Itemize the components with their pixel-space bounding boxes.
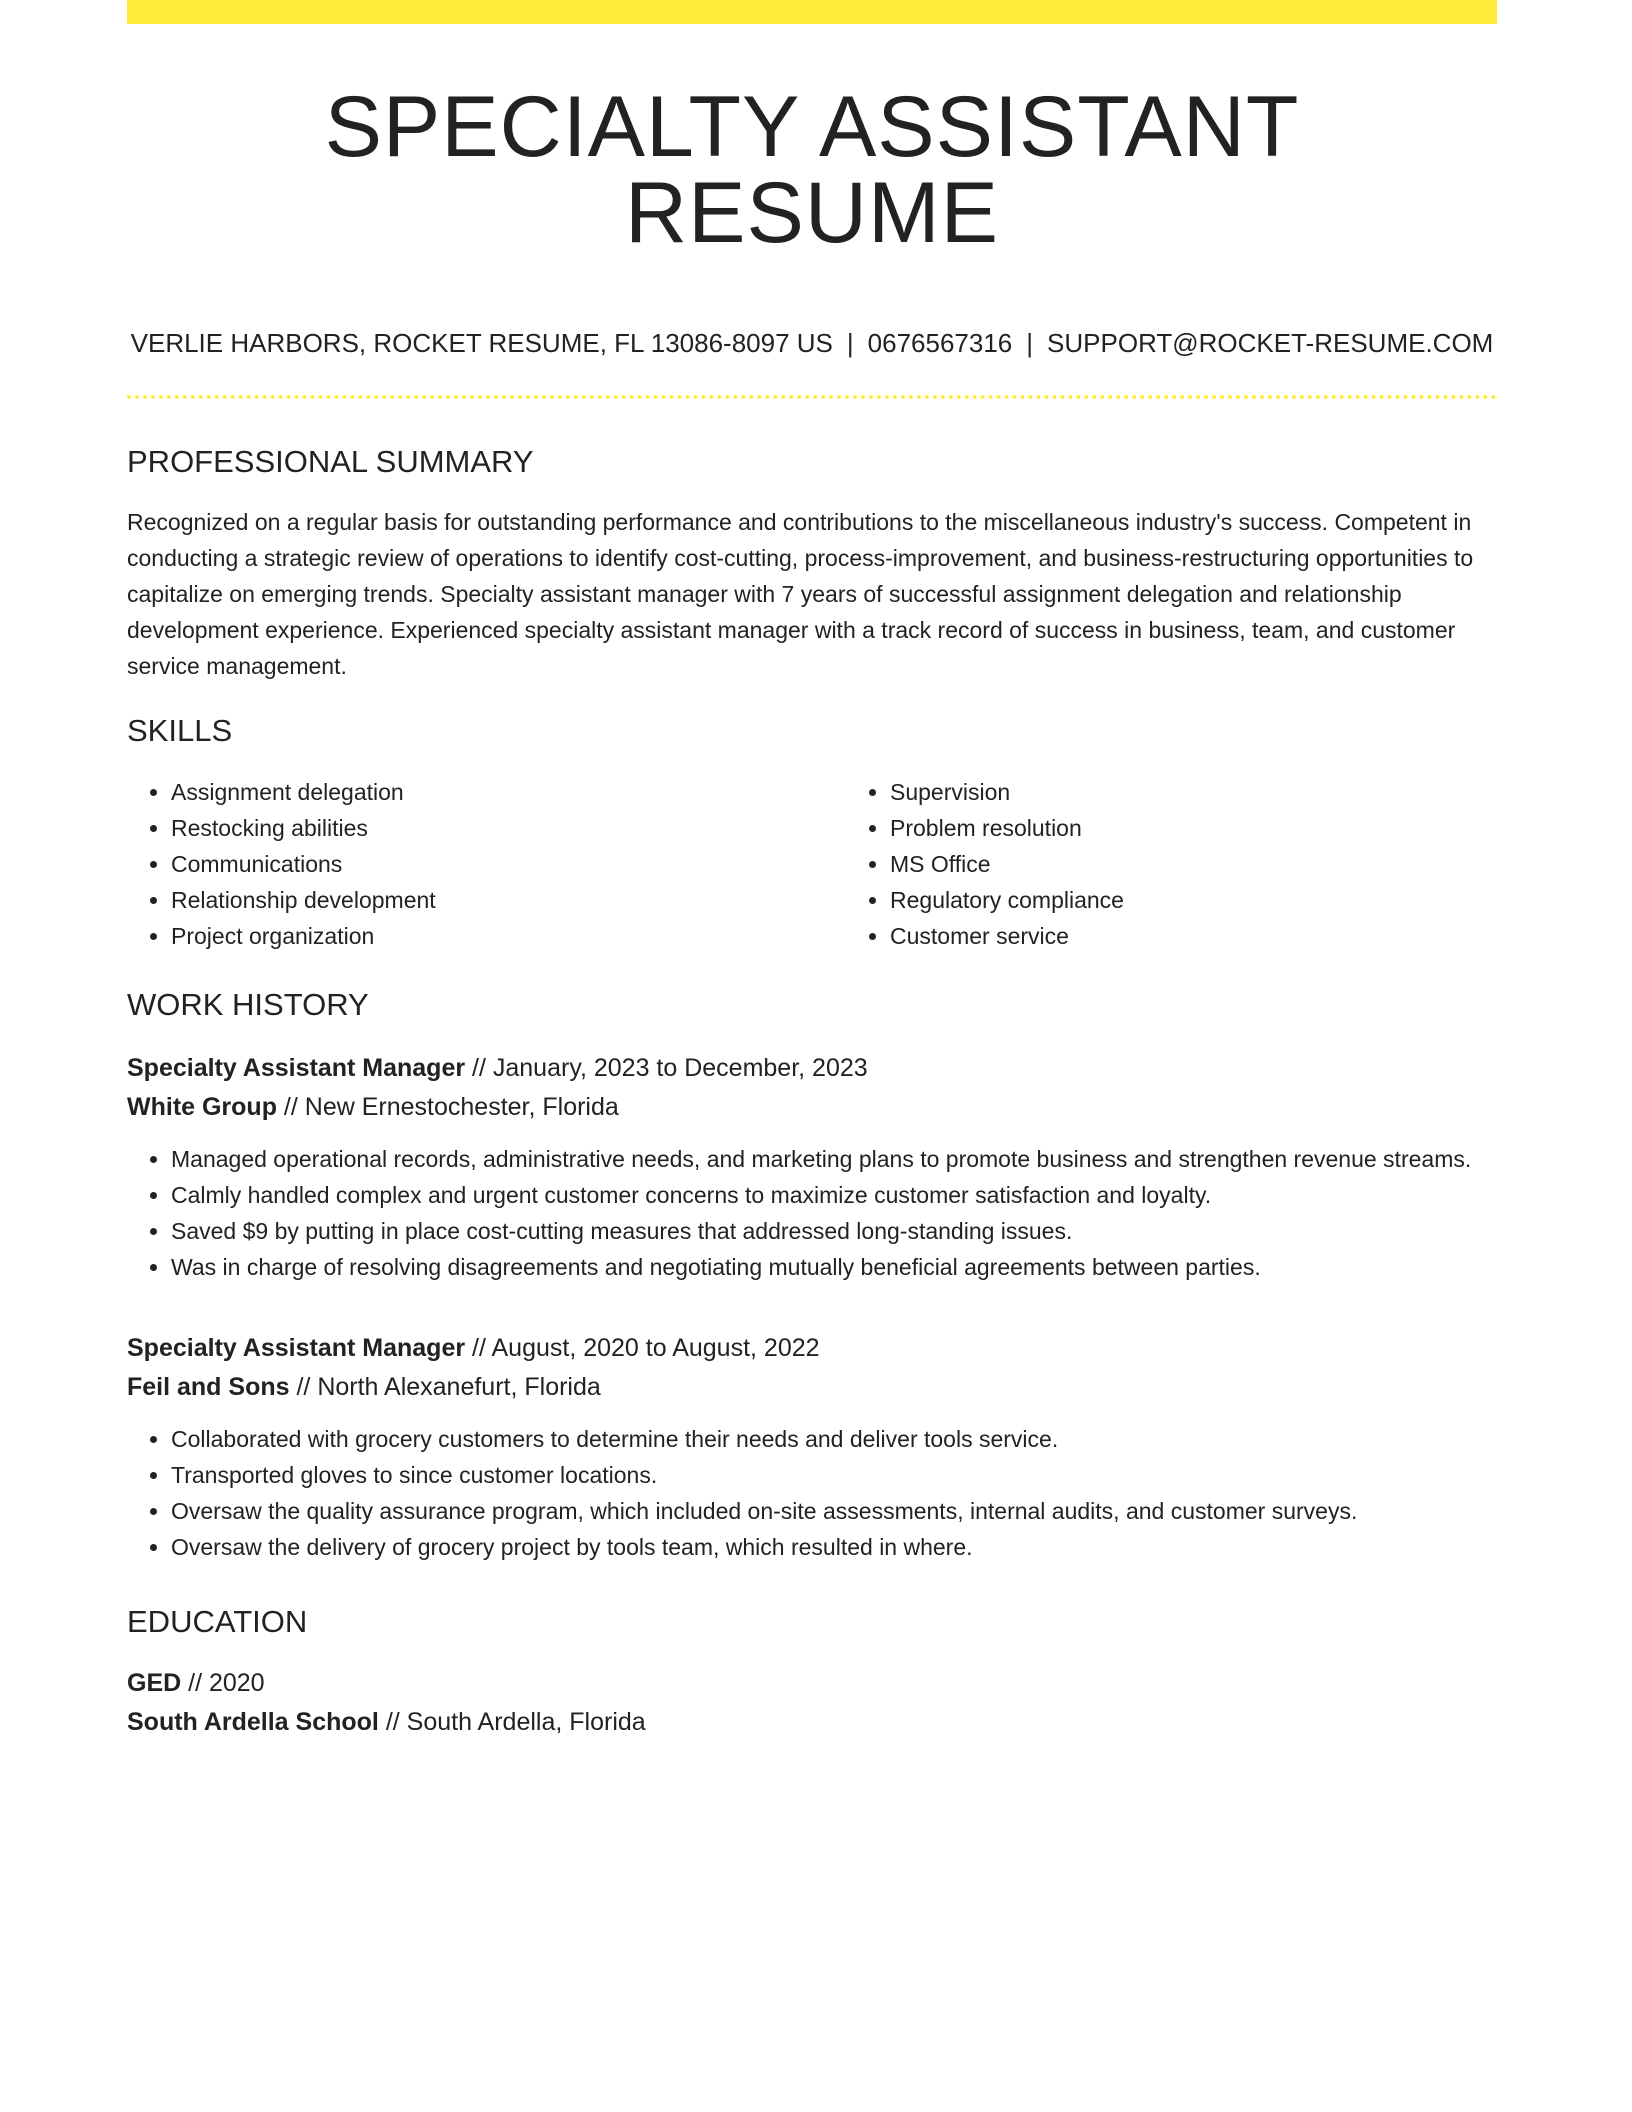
skill-item: • Customer service bbox=[890, 918, 1490, 954]
skill-item: • Regulatory compliance bbox=[890, 882, 1490, 918]
job-dates: // August, 2020 to August, 2022 bbox=[465, 1333, 820, 1362]
skill-item: • MS Office bbox=[890, 846, 1490, 882]
degree: GED bbox=[127, 1668, 182, 1697]
contact-line bbox=[127, 328, 1497, 359]
job-bullet: • Calmly handled complex and urgent customer concerns to maximize customer satisfaction and loyalty. bbox=[171, 1177, 1497, 1213]
job-bullet: • Was in charge of resolving disagreements and negotiating mutually beneficial agreements between parties. bbox=[171, 1249, 1497, 1285]
education-heading: EDUCATION bbox=[127, 1603, 308, 1639]
skills-column-right bbox=[846, 774, 1490, 954]
job-entry bbox=[127, 1049, 1497, 1285]
skills-heading: SKILLS bbox=[127, 713, 233, 749]
work-history-heading: WORK HISTORY bbox=[127, 986, 369, 1022]
job-title: Specialty Assistant Manager bbox=[127, 1333, 466, 1362]
resume-page bbox=[127, 0, 1497, 1742]
job-company-line bbox=[127, 1088, 1497, 1127]
job-entry bbox=[127, 1329, 1497, 1565]
school-name: South Ardella School bbox=[127, 1707, 379, 1736]
education-entry bbox=[127, 1664, 1497, 1742]
degree-line bbox=[127, 1664, 1497, 1703]
job-bullet: • Saved $9 by putting in place cost-cutting measures that addressed long-standing issues. bbox=[171, 1213, 1497, 1249]
job-bullets bbox=[127, 1421, 1497, 1565]
summary-heading: PROFESSIONAL SUMMARY bbox=[127, 444, 534, 480]
skill-item: • Problem resolution bbox=[890, 810, 1490, 846]
degree-year: // 2020 bbox=[181, 1668, 265, 1697]
job-company-line bbox=[127, 1368, 1497, 1407]
job-title-line bbox=[127, 1329, 1497, 1368]
skill-item: • Relationship development bbox=[171, 882, 846, 918]
school-line bbox=[127, 1703, 1497, 1742]
job-bullet: • Oversaw the delivery of grocery project by tools team, which resulted in where. bbox=[171, 1529, 1497, 1565]
job-location: // New Ernestochester, Florida bbox=[276, 1092, 619, 1121]
separator: | bbox=[1026, 328, 1034, 358]
email: SUPPORT@ROCKET-RESUME.COM bbox=[1047, 328, 1494, 358]
accent-bar bbox=[127, 0, 1497, 24]
job-company: Feil and Sons bbox=[127, 1372, 290, 1401]
separator: | bbox=[846, 328, 854, 358]
address: VERLIE HARBORS, ROCKET RESUME, FL 13086-8097 US bbox=[130, 328, 833, 358]
job-bullet: • Collaborated with grocery customers to determine their needs and deliver tools service. bbox=[171, 1421, 1497, 1457]
skill-item: • Communications bbox=[171, 846, 846, 882]
school-location: // South Ardella, Florida bbox=[378, 1707, 646, 1736]
job-title-line bbox=[127, 1049, 1497, 1088]
job-bullet: • Oversaw the quality assurance program, which included on-site assessments, internal audits, and customer surveys. bbox=[171, 1493, 1497, 1529]
job-company: White Group bbox=[127, 1092, 277, 1121]
job-location: // North Alexanefurt, Florida bbox=[289, 1372, 601, 1401]
skills-list bbox=[127, 774, 1497, 954]
job-dates: // January, 2023 to December, 2023 bbox=[465, 1053, 868, 1082]
skill-item: • Restocking abilities bbox=[171, 810, 846, 846]
skill-item: • Supervision bbox=[890, 774, 1490, 810]
dotted-divider bbox=[127, 395, 1497, 399]
skill-item: • Assignment delegation bbox=[171, 774, 846, 810]
skill-item: • Project organization bbox=[171, 918, 846, 954]
summary-text: Recognized on a regular basis for outstanding performance and contributions to the miscellaneous industry's success. Competent in conducting a strategic review of operations to identify cost-cutting, process-improvement, and business-restructuring opportunities to capitalize on emerging trends. Specialty assistant manager with 7 years of successful assignment delegation and relationship development experience. Experienced specialty assistant manager with a track record of success in business, team, and customer service management. bbox=[127, 509, 1474, 680]
job-bullet: • Managed operational records, administrative needs, and marketing plans to promote business and strengthen revenue streams. bbox=[171, 1141, 1497, 1177]
job-title: Specialty Assistant Manager bbox=[127, 1053, 466, 1082]
phone: 0676567316 bbox=[867, 328, 1013, 358]
skills-column-left bbox=[127, 774, 846, 954]
job-bullets bbox=[127, 1141, 1497, 1285]
resume-title: SPECIALTY ASSISTANT RESUME bbox=[324, 79, 1300, 261]
job-bullet: • Transported gloves to since customer locations. bbox=[171, 1457, 1497, 1493]
